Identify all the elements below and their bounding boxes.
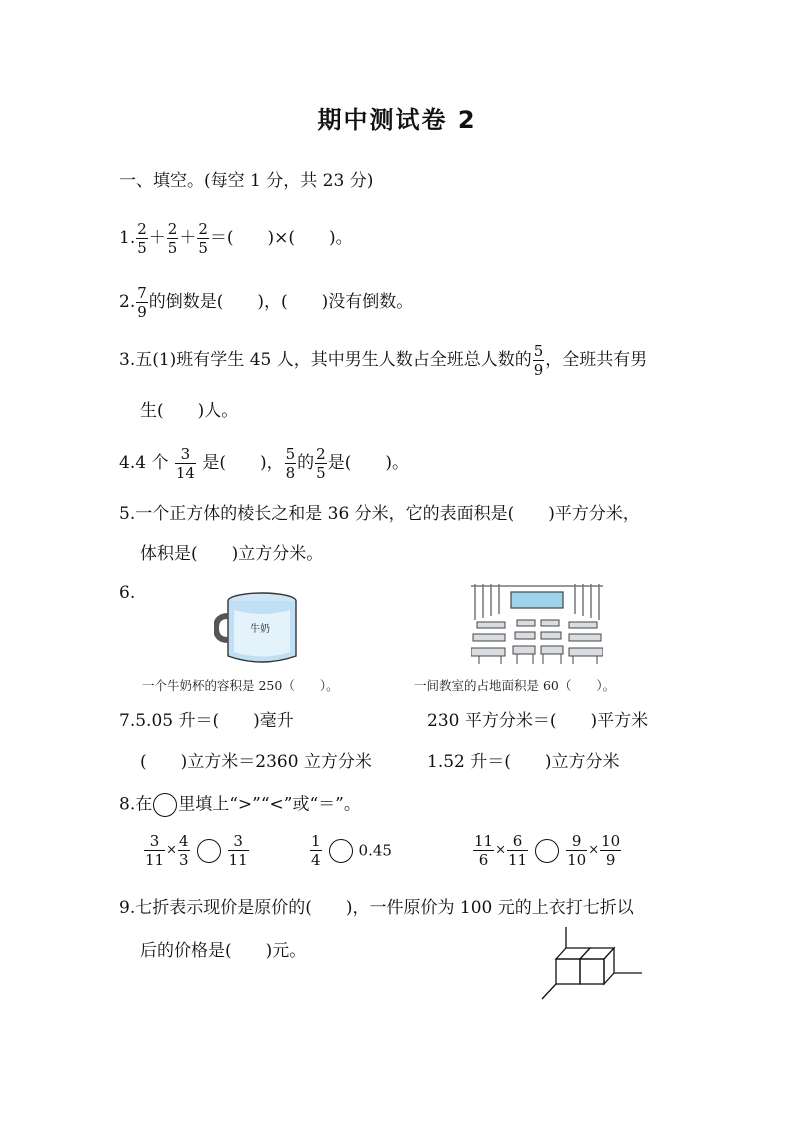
page-title: 期中测试卷 2 [317, 106, 477, 134]
question-6-number: 6. [119, 583, 136, 603]
question-3: 3.五(1)班有学生 45 人，其中男生人数占全班总人数的 $\frac{5}{9}$ ，全班共有男 [119, 342, 648, 379]
question-9: 9.七折表示现价是原价的( )，一件原价为 100 元的上衣打七折以 [119, 898, 634, 918]
question-5-line2: 体积是( )立方分米。 [140, 544, 324, 564]
question-7d: 1.52 升＝( )立方分米 [427, 752, 620, 772]
cube-diagram-icon [538, 925, 648, 1003]
q1-fraction-b: $\frac{2}{5}$ [167, 220, 178, 257]
question-2: 2. $\frac{7}{9}$ 的倒数是( )，( )没有倒数。 [119, 284, 414, 321]
question-8: 8.在 里填上“>”“<”或“＝”。 [119, 793, 361, 817]
question-1: 1. $\frac{2}{5}$ ＋ $\frac{2}{5}$ ＋ $\frac{2}{5}$ ＝( )×( )。 [119, 220, 353, 257]
compare-circle-3[interactable] [535, 839, 559, 863]
compare-expr-1: $\frac{3}{11}$ × $\frac{4}{3}$ $\frac{3}{11}$ [145, 832, 248, 869]
section-heading: 一、填空。(每空 1 分，共 23 分) [119, 171, 374, 191]
q1-number: 1. [119, 228, 136, 248]
compare-circle-2[interactable] [329, 839, 353, 863]
milk-cup-icon [214, 588, 304, 668]
question-9-line2: 后的价格是( )元。 [140, 941, 307, 961]
question-7a: 7.5.05 升＝( )毫升 [119, 711, 294, 731]
q1-fraction-c: $\frac{2}{5}$ [198, 220, 208, 257]
question-4: 4.4 个 $\frac{3}{14}$ 是( )， $\frac{5}{8}$ 的 $\frac{2}{5}$ 是( )。 [119, 445, 409, 482]
classroom-icon [471, 580, 603, 664]
circle-placeholder-icon [153, 793, 177, 817]
q2-fraction: $\frac{7}{9}$ [137, 284, 147, 321]
q4-fraction-b: $\frac{5}{8}$ [285, 445, 296, 482]
question-3-line2: 生( )人。 [140, 401, 239, 421]
compare-circle-1[interactable] [197, 839, 221, 863]
compare-expr-3: $\frac{11}{6}$ × $\frac{6}{11}$ $\frac{9}{10}$ × $\frac{10}{9}$ [474, 832, 621, 869]
q4-fraction-a: $\frac{3}{14}$ [175, 445, 195, 482]
question-7b: 230 平方分米＝( )平方米 [427, 711, 649, 731]
cup-label: 牛奶 [250, 624, 270, 635]
compare-expr-2: $\frac{1}{4}$ 0.45 [311, 832, 392, 869]
caption-milk-cup: 一个牛奶杯的容积是 250（ ）。 [142, 678, 339, 693]
q4-fraction-c: $\frac{2}{5}$ [316, 445, 326, 482]
question-5: 5.一个正方体的棱长之和是 36 分米，它的表面积是( )平方分米， [119, 504, 640, 524]
q3-fraction: $\frac{5}{9}$ [533, 342, 544, 379]
q1-fraction-a: $\frac{2}{5}$ [137, 220, 147, 257]
caption-classroom: 一间教室的占地面积是 60（ ）。 [414, 678, 616, 693]
q1-blanks: ＝( )×( )。 [209, 228, 353, 248]
question-7c: ( )立方米＝2360 立方分米 [140, 752, 372, 772]
